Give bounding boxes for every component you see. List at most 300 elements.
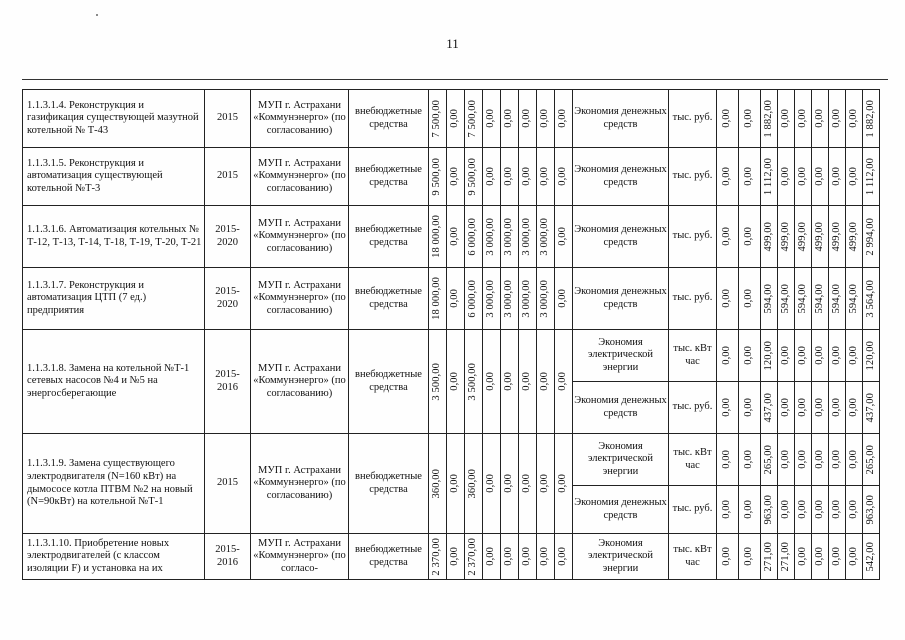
effect-cell-value: 594,00: [779, 283, 791, 314]
effect-cell: [761, 268, 778, 330]
effect-cell: [812, 330, 829, 382]
cost-cell-value: 0,00: [539, 547, 551, 566]
measure-name: 1.1.3.1.4. Реконструкция и газификация существующей мазутной котельной № Т-43: [23, 90, 205, 148]
effect-cell: [795, 330, 812, 382]
effect-cell: [846, 90, 863, 148]
cost-cell-value: 0,00: [449, 167, 461, 186]
cost-cell-value: 2 370,00: [431, 537, 443, 576]
effect-cell: [812, 534, 829, 580]
cost-cell: [465, 206, 483, 268]
cost-cell-value: 0,00: [449, 289, 461, 308]
cost-cell: [447, 268, 465, 330]
effect-cell: [829, 206, 846, 268]
cost-cell: [501, 148, 519, 206]
effect-cell: [863, 330, 880, 382]
effect-cell-wrap: [796, 500, 810, 519]
effect-cell: [829, 330, 846, 382]
effect-cell-value: 0,00: [721, 450, 733, 469]
cost-cell: [465, 534, 483, 580]
cost-cell-wrap: [430, 538, 445, 576]
effect-cell-wrap: [762, 495, 776, 524]
effect-cell-value: 1 112,00: [864, 157, 876, 196]
effect-cell-value: 120,00: [762, 340, 774, 371]
effect-cell-value: 0,00: [813, 450, 825, 469]
effect-cell-value: 0,00: [847, 500, 859, 519]
effect-type: Экономия денежных средств: [573, 148, 669, 206]
cost-cell-wrap: [502, 474, 517, 493]
effect-cell-wrap: [847, 450, 861, 469]
cost-cell: [483, 206, 501, 268]
effect-cell: [717, 90, 739, 148]
effect-cell: [739, 434, 761, 486]
effect-cell-value: 0,00: [743, 109, 755, 128]
effect-cell-wrap: [762, 284, 776, 313]
effect-cell: [761, 330, 778, 382]
effect-cell-value: 0,00: [796, 450, 808, 469]
cost-cell-wrap: [556, 109, 571, 128]
effect-cell-value: 0,00: [721, 227, 733, 246]
effect-cell-value: 0,00: [721, 346, 733, 365]
cost-cell-value: 0,00: [539, 167, 551, 186]
effect-cell-wrap: [813, 547, 827, 566]
effect-cell-value: 437,00: [762, 392, 774, 423]
effect-cell: [778, 382, 795, 434]
effect-unit: тыс. кВт час: [669, 330, 717, 382]
table-row: [23, 206, 880, 268]
cost-cell: [519, 148, 537, 206]
funding-source: внебюджетные средства: [349, 90, 429, 148]
cost-cell-wrap: [520, 109, 535, 128]
effect-cell: [778, 90, 795, 148]
effect-cell: [829, 486, 846, 534]
effect-cell-value: 594,00: [830, 283, 842, 314]
effect-cell-value: 499,00: [847, 221, 859, 252]
funding-source: внебюджетные средства: [349, 148, 429, 206]
effect-cell-value: 0,00: [721, 500, 733, 519]
cost-cell: [483, 148, 501, 206]
cost-cell-value: 0,00: [449, 547, 461, 566]
funding-source: внебюджетные средства: [349, 534, 429, 580]
effect-cell-wrap: [796, 109, 810, 128]
cost-cell-wrap: [484, 474, 499, 493]
cost-cell-value: 0,00: [557, 289, 569, 308]
effect-cell: [717, 148, 739, 206]
measure-name: 1.1.3.1.6. Автоматизация котельных № Т-12, Т-13, Т-14, Т-18, Т-19, Т-20, Т-21: [23, 206, 205, 268]
cost-cell: [555, 148, 573, 206]
effect-cell-value: 0,00: [796, 547, 808, 566]
effect-cell: [739, 382, 761, 434]
effect-cell-wrap: [830, 284, 844, 313]
effect-cell-value: 963,00: [864, 494, 876, 525]
effect-cell-wrap: [813, 222, 827, 251]
effect-cell: [795, 148, 812, 206]
cost-cell-value: 3 000,00: [485, 279, 497, 318]
effect-unit: тыс. руб.: [669, 206, 717, 268]
cost-cell-wrap: [502, 280, 517, 318]
effect-cell-wrap: [779, 284, 793, 313]
measure-name: 1.1.3.1.10. Приобретение новых электродвигателей (с классом изоляции F) и установка на их: [23, 534, 205, 580]
cost-cell-wrap: [466, 469, 481, 498]
effect-cell: [739, 268, 761, 330]
cost-cell: [537, 330, 555, 434]
effect-type: Экономия денежных средств: [573, 486, 669, 534]
funding-source: внебюджетные средства: [349, 268, 429, 330]
cost-cell-value: 3 000,00: [503, 279, 515, 318]
header-rule: [22, 79, 888, 80]
effect-cell-value: 0,00: [813, 167, 825, 186]
cost-cell-wrap: [430, 100, 445, 138]
cost-cell: [555, 330, 573, 434]
measure-name: 1.1.3.1.9. Замена существующего электродвигателя (N=160 кВт) на дымососе котла ПТВМ №2 на новый (N=90кВт) на котельной №Т-1: [23, 434, 205, 534]
effect-unit: тыс. кВт час: [669, 534, 717, 580]
effect-cell-wrap: [796, 398, 810, 417]
effect-cell-value: 499,00: [813, 221, 825, 252]
cost-cell-value: 0,00: [557, 547, 569, 566]
effect-cell-wrap: [847, 547, 861, 566]
cost-cell: [483, 434, 501, 534]
measure-executor: МУП г. Астрахани «Коммунэнерго» (по согласованию): [251, 268, 349, 330]
cost-cell-wrap: [502, 109, 517, 128]
effect-cell: [812, 90, 829, 148]
cost-cell-wrap: [448, 372, 463, 391]
measure-executor: МУП г. Астрахани «Коммунэнерго» (по согласо-: [251, 534, 349, 580]
cost-cell-value: 0,00: [449, 109, 461, 128]
cost-cell: [519, 268, 537, 330]
effect-cell-wrap: [740, 289, 759, 308]
effect-cell: [863, 268, 880, 330]
effect-cell-value: 0,00: [779, 346, 791, 365]
effect-cell-value: 0,00: [813, 547, 825, 566]
effect-cell-value: 0,00: [779, 167, 791, 186]
cost-cell-value: 0,00: [449, 227, 461, 246]
effect-cell: [778, 148, 795, 206]
effect-cell-wrap: [847, 222, 861, 251]
effect-cell: [761, 382, 778, 434]
cost-cell: [465, 148, 483, 206]
cost-cell-wrap: [430, 277, 445, 320]
measure-period: 2015: [205, 148, 251, 206]
cost-cell-wrap: [466, 218, 481, 256]
cost-cell-value: 0,00: [485, 372, 497, 391]
cost-cell-value: 0,00: [557, 474, 569, 493]
effect-cell-wrap: [718, 346, 737, 365]
effect-cell-value: 3 564,00: [864, 279, 876, 318]
cost-cell: [429, 268, 447, 330]
effect-cell-wrap: [779, 222, 793, 251]
cost-cell: [429, 90, 447, 148]
effect-cell-value: 0,00: [847, 450, 859, 469]
cost-cell-wrap: [502, 218, 517, 256]
cost-cell-wrap: [448, 109, 463, 128]
effect-cell-wrap: [779, 542, 793, 571]
effect-cell-value: 0,00: [721, 289, 733, 308]
cost-cell-wrap: [520, 547, 535, 566]
cost-cell-wrap: [556, 474, 571, 493]
effect-cell: [739, 486, 761, 534]
cost-cell-value: 0,00: [521, 474, 533, 493]
effect-cell-wrap: [779, 398, 793, 417]
effect-cell-wrap: [796, 167, 810, 186]
effect-cell-value: 0,00: [813, 398, 825, 417]
effect-cell: [863, 382, 880, 434]
effect-cell: [717, 330, 739, 382]
cost-cell-value: 2 370,00: [467, 537, 479, 576]
effect-type: Экономия денежных средств: [573, 268, 669, 330]
cost-cell-wrap: [556, 547, 571, 566]
effect-type: Экономия денежных средств: [573, 206, 669, 268]
measure-period: 2015-2020: [205, 206, 251, 268]
effect-unit: тыс. руб.: [669, 148, 717, 206]
effect-cell-wrap: [813, 450, 827, 469]
cost-cell: [465, 434, 483, 534]
funding-source: внебюджетные средства: [349, 434, 429, 534]
cost-cell-wrap: [520, 280, 535, 318]
effect-cell-value: 0,00: [796, 167, 808, 186]
effect-cell: [717, 268, 739, 330]
cost-cell: [465, 268, 483, 330]
effect-cell-value: 0,00: [830, 450, 842, 469]
cost-cell: [555, 534, 573, 580]
funding-source: внебюджетные средства: [349, 206, 429, 268]
effect-cell: [761, 206, 778, 268]
cost-cell: [555, 268, 573, 330]
measure-name: 1.1.3.1.7. Реконструкция и автоматизация ЦТП (7 ед.) предприятия: [23, 268, 205, 330]
effect-cell: [778, 486, 795, 534]
cost-cell-wrap: [430, 215, 445, 258]
effect-cell-wrap: [847, 500, 861, 519]
cost-cell-value: 0,00: [539, 474, 551, 493]
cost-cell-value: 3 000,00: [485, 217, 497, 256]
effect-cell: [795, 486, 812, 534]
measure-executor: МУП г. Астрахани «Коммунэнерго» (по согласованию): [251, 206, 349, 268]
cost-cell-value: 0,00: [557, 167, 569, 186]
effect-cell-wrap: [796, 547, 810, 566]
effect-cell-wrap: [718, 289, 737, 308]
cost-cell: [447, 330, 465, 434]
effect-cell: [863, 90, 880, 148]
cost-cell-wrap: [520, 372, 535, 391]
effect-cell-wrap: [847, 398, 861, 417]
cost-cell-wrap: [538, 218, 553, 256]
effect-cell-value: 0,00: [743, 450, 755, 469]
effect-cell-wrap: [830, 222, 844, 251]
effect-cell: [761, 486, 778, 534]
effect-cell-wrap: [813, 284, 827, 313]
effect-cell: [761, 534, 778, 580]
cost-cell-wrap: [484, 218, 499, 256]
effect-cell: [778, 434, 795, 486]
effect-cell: [795, 90, 812, 148]
effect-cell-value: 0,00: [813, 346, 825, 365]
effect-cell-value: 0,00: [743, 346, 755, 365]
effect-cell: [795, 206, 812, 268]
cost-cell-value: 0,00: [521, 109, 533, 128]
effect-cell-value: 1 112,00: [762, 157, 774, 196]
measures-table: [22, 89, 880, 580]
effect-cell-wrap: [864, 542, 878, 571]
effect-cell: [739, 330, 761, 382]
cost-cell: [501, 90, 519, 148]
effect-type: Экономия электрической энергии: [573, 534, 669, 580]
effect-cell-wrap: [740, 450, 759, 469]
effect-cell-wrap: [718, 547, 737, 566]
effect-cell-value: 0,00: [779, 500, 791, 519]
effect-cell: [717, 534, 739, 580]
effect-cell-wrap: [779, 450, 793, 469]
cost-cell: [429, 330, 447, 434]
cost-cell-value: 0,00: [557, 227, 569, 246]
effect-cell-value: 542,00: [864, 541, 876, 572]
cost-cell: [537, 434, 555, 534]
scan-speck: [96, 14, 98, 16]
effect-cell-wrap: [847, 346, 861, 365]
effect-cell-value: 0,00: [743, 398, 755, 417]
effect-cell-wrap: [718, 450, 737, 469]
effect-cell-wrap: [864, 218, 878, 256]
table-row: [23, 90, 880, 148]
effect-cell-wrap: [864, 100, 878, 138]
effect-cell-value: 0,00: [743, 227, 755, 246]
effect-cell-wrap: [779, 346, 793, 365]
effect-cell-wrap: [762, 393, 776, 422]
effect-cell-value: 271,00: [779, 541, 791, 572]
cost-cell-value: 6 000,00: [467, 279, 479, 318]
effect-cell-wrap: [813, 346, 827, 365]
effect-cell: [795, 382, 812, 434]
cost-cell-wrap: [466, 363, 481, 401]
effect-cell-value: 0,00: [779, 398, 791, 417]
effect-cell: [812, 382, 829, 434]
effect-cell: [812, 148, 829, 206]
effect-cell-wrap: [718, 398, 737, 417]
effect-cell-wrap: [762, 542, 776, 571]
effect-cell: [846, 206, 863, 268]
measure-name: 1.1.3.1.8. Замена на котельной №Т-1 сетевых насосов №4 и №5 на энергосберегающие: [23, 330, 205, 434]
effect-cell-wrap: [762, 445, 776, 474]
cost-cell-value: 0,00: [485, 109, 497, 128]
cost-cell-wrap: [466, 280, 481, 318]
effect-cell: [761, 90, 778, 148]
cost-cell-value: 7 500,00: [467, 99, 479, 138]
measure-period: 2015-2016: [205, 534, 251, 580]
effect-cell-value: 1 882,00: [864, 99, 876, 138]
cost-cell-value: 0,00: [539, 109, 551, 128]
effect-cell-value: 0,00: [796, 109, 808, 128]
page-number: 11: [446, 36, 459, 51]
effect-cell: [829, 268, 846, 330]
table-row: [23, 330, 880, 382]
effect-cell-value: 0,00: [796, 346, 808, 365]
effect-cell: [846, 330, 863, 382]
effect-cell-value: 0,00: [721, 167, 733, 186]
effect-cell-value: 594,00: [796, 283, 808, 314]
effect-cell-value: 0,00: [830, 167, 842, 186]
effect-type: Экономия электрической энергии: [573, 330, 669, 382]
effect-unit: тыс. руб.: [669, 486, 717, 534]
effect-cell-value: 0,00: [847, 547, 859, 566]
cost-cell: [501, 330, 519, 434]
effect-cell: [812, 268, 829, 330]
effect-cell: [795, 434, 812, 486]
effect-cell-wrap: [796, 450, 810, 469]
effect-cell-wrap: [830, 398, 844, 417]
cost-cell-value: 18 000,00: [431, 277, 443, 320]
cost-cell-wrap: [430, 158, 445, 196]
effect-cell: [846, 148, 863, 206]
effect-cell-wrap: [740, 227, 759, 246]
effect-cell: [829, 90, 846, 148]
cost-cell-wrap: [538, 547, 553, 566]
effect-cell-wrap: [740, 547, 759, 566]
table-row: [23, 434, 880, 486]
effect-cell-wrap: [847, 167, 861, 186]
cost-cell-wrap: [430, 469, 445, 498]
effect-cell-wrap: [830, 167, 844, 186]
cost-cell: [519, 206, 537, 268]
cost-cell: [501, 206, 519, 268]
measure-name: 1.1.3.1.5. Реконструкция и автоматизация существующей котельной №Т-3: [23, 148, 205, 206]
cost-cell-wrap: [484, 109, 499, 128]
cost-cell: [519, 90, 537, 148]
cost-cell: [447, 148, 465, 206]
cost-cell-value: 3 000,00: [521, 279, 533, 318]
cost-cell: [537, 268, 555, 330]
effect-cell-wrap: [830, 547, 844, 566]
effect-cell-wrap: [830, 450, 844, 469]
cost-cell: [537, 206, 555, 268]
effect-cell-value: 0,00: [830, 109, 842, 128]
cost-cell-wrap: [466, 100, 481, 138]
effect-cell-wrap: [740, 398, 759, 417]
effect-cell: [812, 486, 829, 534]
effect-cell: [846, 268, 863, 330]
cost-cell-value: 3 500,00: [431, 362, 443, 401]
table-row: [23, 268, 880, 330]
effect-cell-wrap: [762, 100, 776, 138]
effect-cell: [739, 206, 761, 268]
cost-cell: [537, 534, 555, 580]
cost-cell: [429, 206, 447, 268]
effect-cell: [717, 206, 739, 268]
effect-cell-wrap: [813, 167, 827, 186]
effect-cell-value: 0,00: [796, 500, 808, 519]
cost-cell-value: 3 000,00: [503, 217, 515, 256]
effect-cell-wrap: [740, 109, 759, 128]
effect-cell-wrap: [864, 341, 878, 370]
effect-cell: [846, 534, 863, 580]
cost-cell-value: 6 000,00: [467, 217, 479, 256]
effect-cell-wrap: [796, 222, 810, 251]
cost-cell-value: 0,00: [503, 474, 515, 493]
cost-cell-wrap: [538, 474, 553, 493]
cost-cell-wrap: [538, 372, 553, 391]
effect-cell-wrap: [813, 500, 827, 519]
effect-cell: [846, 382, 863, 434]
cost-cell-value: 0,00: [449, 474, 461, 493]
effect-type: Экономия денежных средств: [573, 90, 669, 148]
effect-cell-value: 594,00: [762, 283, 774, 314]
effect-cell: [829, 382, 846, 434]
cost-cell-value: 0,00: [449, 372, 461, 391]
effect-cell-value: 0,00: [847, 167, 859, 186]
effect-cell-value: 265,00: [864, 444, 876, 475]
cost-cell-wrap: [502, 547, 517, 566]
effect-cell: [717, 486, 739, 534]
measure-executor: МУП г. Астрахани «Коммунэнерго» (по согласованию): [251, 330, 349, 434]
effect-cell-value: 0,00: [721, 547, 733, 566]
effect-cell: [739, 148, 761, 206]
effect-cell-value: 594,00: [813, 283, 825, 314]
